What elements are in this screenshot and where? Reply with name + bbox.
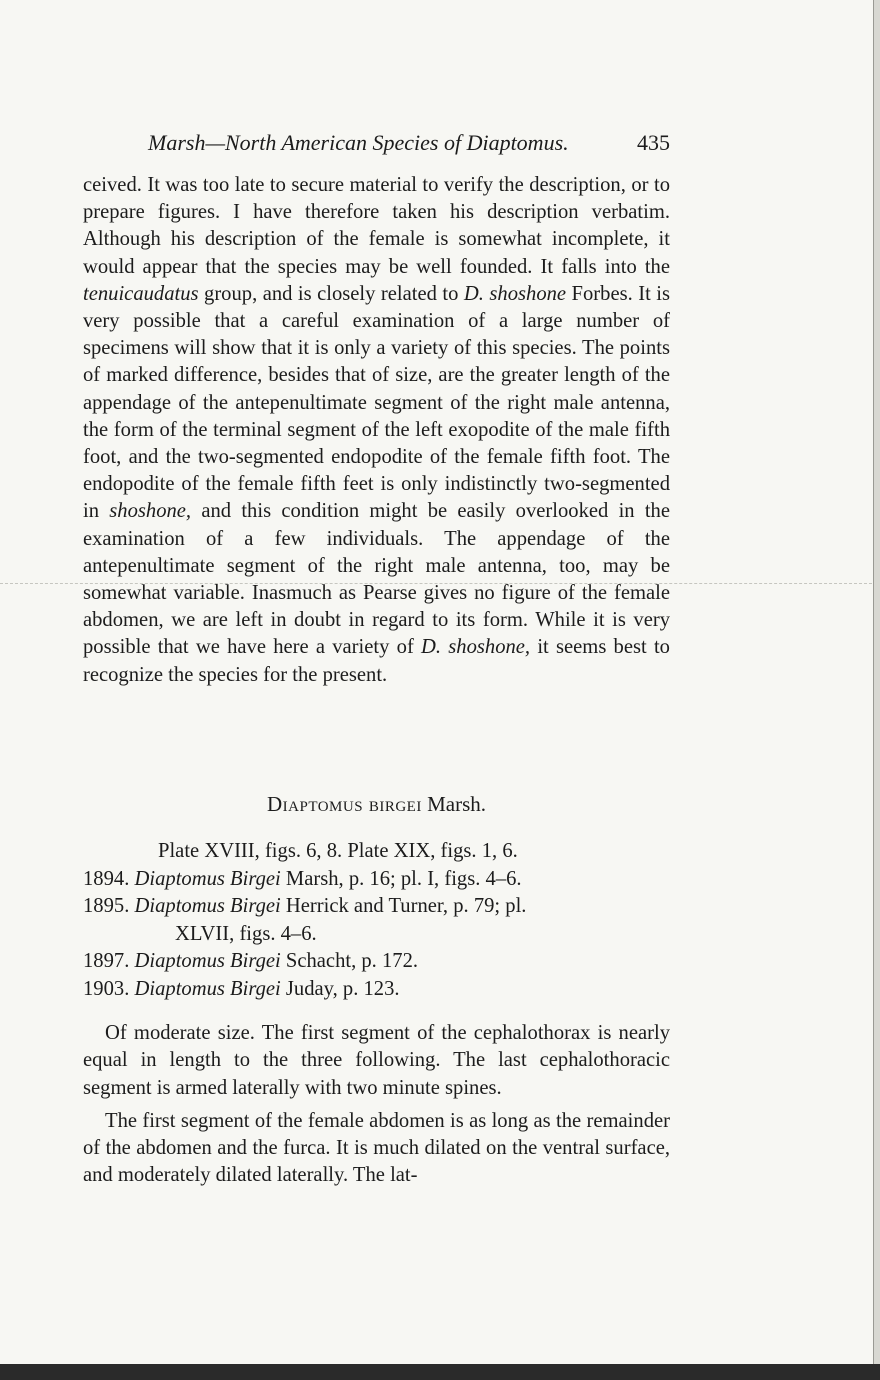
paragraph-continued — [83, 172, 670, 689]
reference-item: 1895. Diaptomus Birgei Herrick and Turner, p. 79; pl. — [83, 895, 527, 917]
running-title: Marsh—North American Species of Diaptomus. — [148, 130, 569, 155]
synonymy-list — [83, 838, 670, 1003]
paragraph-3: The first segment of the female abdomen is as long as the remainder of the abdomen and the furca. It is much dilated on the ventral surface, and moderately dilated laterally. The lat- — [83, 1109, 670, 1187]
plate-reference: Plate XVIII, figs. 6, 8. Plate XIX, figs. 1, 6. — [158, 840, 518, 862]
species-author: Marsh. — [427, 792, 486, 816]
reference-item: 1903. Diaptomus Birgei Juday, p. 123. — [83, 977, 400, 1000]
reference-item-continued: XLVII, figs. 4–6. — [175, 922, 317, 945]
description — [83, 1020, 670, 1196]
paragraph-2: Of moderate size. The first segment of the cephalothorax is nearly equal in length to the three following. The last cephalothoracic segment is armed laterally with two minute spines. — [83, 1022, 670, 1099]
paragraph-1: ceived. It was too late to secure material to verify the description, or to prepare figures. I have therefore taken his description verbatim. Although his description of the female is somewhat incomplete, it would appear that the species may be well founded. It falls into the tenuicaudatus group, and is closely related to D. shoshone Forbes. It is very possible that a careful examination of a large number of specimens will show that it is only a variety of this species. The points of marked difference, besides that of size, are the greater length of the appendage of the antepenultimate segment of the right male antenna, the form of the terminal segment of the left exopodite of the male fifth foot, and the two-segmented endopodite of the female fifth foot. The endopodite of the female fifth feet is only indistinctly two-segmented in shoshone, and this condition might be easily overlooked in the examination of a few individuals. The appendage of the antepenultimate segment of the right male antenna, too, may be somewhat variable. Inasmuch as Pearse gives no figure of the female abdomen, we are left in doubt in regard to its form. While it is very possible that we have here a variety of D. shoshone, it seems best to recognize the species for the present. — [83, 174, 671, 686]
running-header — [148, 130, 670, 160]
reference-item: 1897. Diaptomus Birgei Schacht, p. 172. — [83, 950, 419, 972]
page-edge-bottom — [0, 1364, 880, 1380]
reference-item: 1894. Diaptomus Birgei Marsh, p. 16; pl. I, figs. 4–6. — [83, 867, 522, 890]
species-name: Diaptomus birgei — [267, 792, 422, 816]
page-edge-right — [873, 0, 880, 1380]
species-heading — [83, 792, 670, 817]
page-number: 435 — [637, 130, 670, 155]
